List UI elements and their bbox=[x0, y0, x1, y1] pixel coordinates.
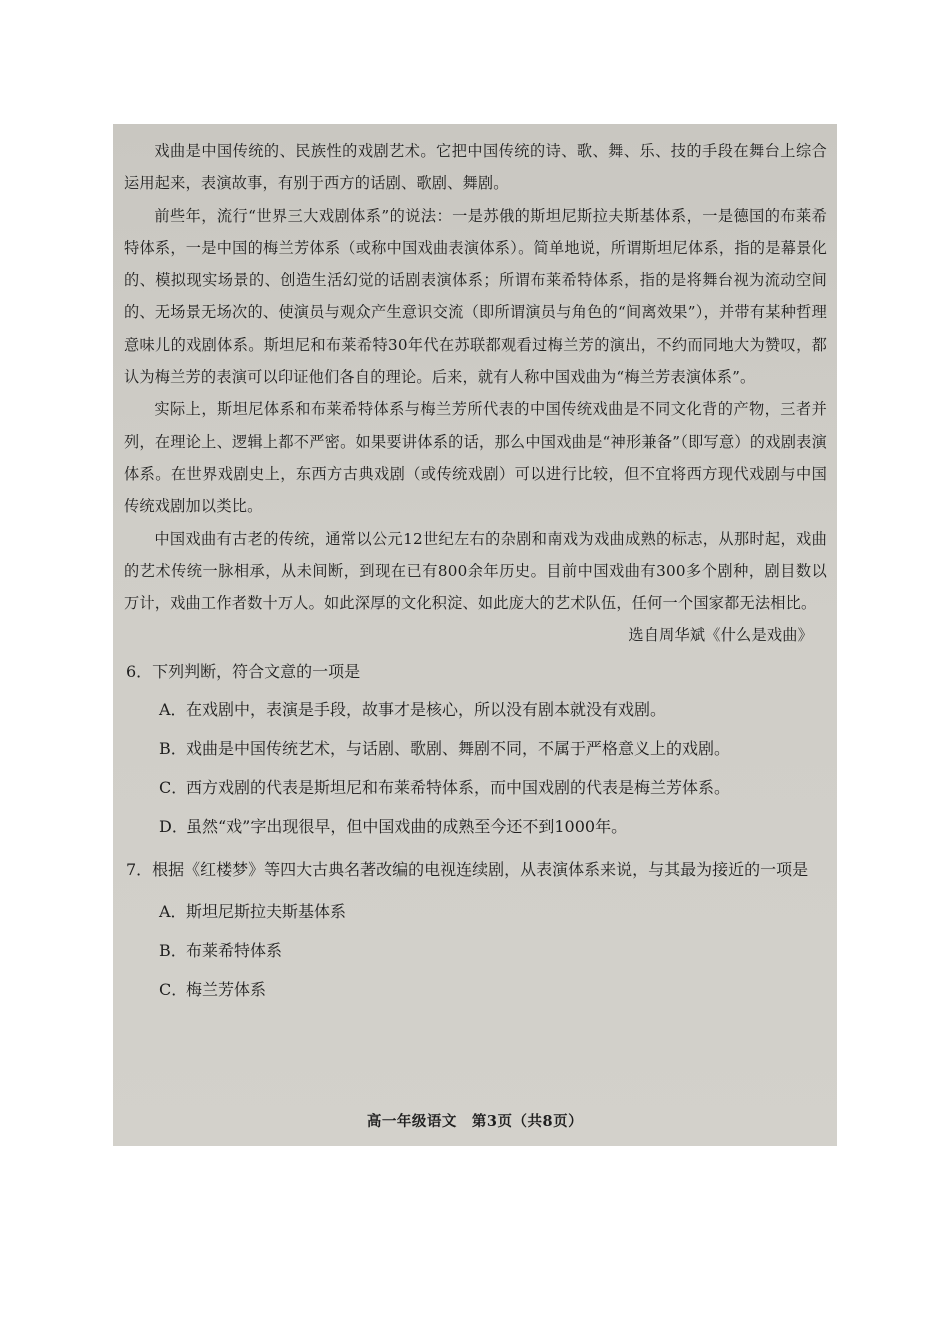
option-text: 梅兰芳体系 bbox=[186, 979, 267, 999]
option-letter: A． bbox=[159, 901, 187, 921]
passage-paragraph: 戏曲是中国传统的、民族性的戏剧艺术。它把中国传统的诗、歌、舞、乐、技的手段在舞台上综合运用起来，表演故事，有别于西方的话剧、歌剧、舞剧。 bbox=[124, 142, 827, 193]
question-stem: 7．根据《红楼梦》等四大古典名著改编的电视连续剧，从表演体系来说，与其最为接近的一项是 bbox=[126, 859, 809, 879]
option-text: 在戏剧中，表演是手段，故事才是核心，所以没有剧本就没有戏剧。 bbox=[186, 699, 667, 719]
option-b bbox=[124, 931, 827, 970]
reading-passage bbox=[124, 135, 827, 652]
option-letter: B． bbox=[159, 738, 187, 758]
option-text: 斯坦尼斯拉夫斯基体系 bbox=[186, 901, 347, 921]
option-text: 戏曲是中国传统艺术，与话剧、歌剧、舞剧不同，不属于严格意义上的戏剧。 bbox=[186, 738, 731, 758]
option-a bbox=[124, 690, 827, 729]
option-letter: C． bbox=[159, 777, 188, 797]
exam-page bbox=[113, 124, 837, 1146]
question-6 bbox=[124, 654, 827, 846]
option-letter: A． bbox=[159, 699, 187, 719]
option-text: 布莱希特体系 bbox=[186, 940, 283, 960]
option-d bbox=[124, 807, 827, 846]
option-a bbox=[124, 892, 827, 931]
option-letter: D． bbox=[159, 816, 188, 836]
option-text: 虽然“戏”字出现很早，但中国戏曲的成熟至今还不到1000年。 bbox=[186, 816, 628, 836]
option-c bbox=[124, 970, 827, 1009]
option-b bbox=[124, 729, 827, 768]
option-c bbox=[124, 768, 827, 807]
question-7 bbox=[124, 848, 827, 1009]
option-text: 西方戏剧的代表是斯坦尼和布莱希特体系，而中国戏剧的代表是梅兰芳体系。 bbox=[186, 777, 731, 797]
passage-paragraph: 实际上，斯坦尼体系和布莱希特体系与梅兰芳所代表的中国传统戏曲是不同文化背的产物，三者并列，在理论上、逻辑上都不严密。如果要讲体系的话，那么中国戏曲是“神形兼备”（即写意）的戏剧表演体系。在世界戏剧史上，东西方古典戏剧（或传统戏剧）可以进行比较，但不宜将西方现代戏剧与中国传统戏剧加以类比。 bbox=[124, 400, 827, 516]
passage-paragraph: 前些年，流行“世界三大戏剧体系”的说法：一是苏俄的斯坦尼斯拉夫斯基体系，一是德国的布莱希特体系，一是中国的梅兰芳体系（或称中国戏曲表演体系）。简单地说，所谓斯坦尼体系，指的是幕景化的、模拟现实场景的、创造生活幻觉的话剧表演体系；所谓布莱希特体系，指的是将舞台视为流动空间的、无场景无场次的、使演员与观众产生意识交流（即所谓演员与角色的“间离效果”），并带有某种哲理意味儿的戏剧体系。斯坦尼和布莱希特30年代在苏联都观看过梅兰芳的演出，不约而同地大为赞叹，都认为梅兰芳的表演可以印证他们各自的理论。后来，就有人称中国戏曲为“梅兰芳表演体系”。 bbox=[124, 206, 827, 387]
page-footer: 高一年级语文 第3页（共8页） bbox=[366, 1113, 584, 1130]
option-letter: C． bbox=[159, 979, 188, 999]
passage-source: 选自周华斌《什么是戏曲》 bbox=[628, 626, 813, 645]
question-stem: 6．下列判断，符合文意的一项是 bbox=[126, 661, 361, 681]
option-letter: B． bbox=[159, 940, 187, 960]
passage-paragraph: 中国戏曲有古老的传统，通常以公元12世纪左右的杂剧和南戏为戏曲成熟的标志，从那时起，戏曲的艺术传统一脉相承，从未间断，到现在已有800余年历史。目前中国戏曲有300多个剧种，剧目数以万计，戏曲工作者数十万人。如此深厚的文化积淀、如此庞大的艺术队伍，任何一个国家都无法相比。 bbox=[124, 529, 827, 613]
